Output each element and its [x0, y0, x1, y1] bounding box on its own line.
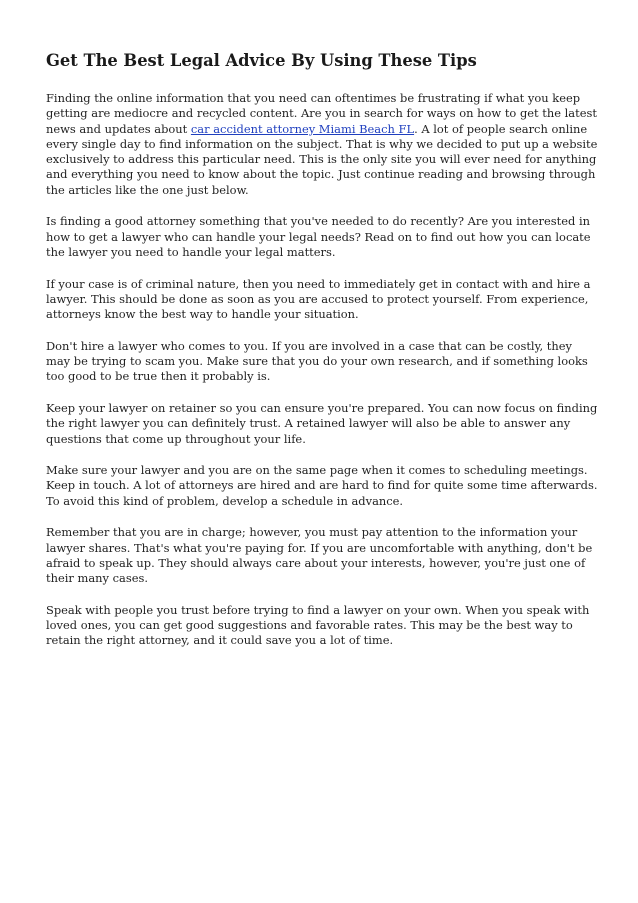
intro-text-after-link: . A lot of people search online every single day to find information on the subject. That is why we decided to put up a website exclusively to address this particular need. This is the only site you will ever need for anything and everything you need to know about the topic. Just continue reading and browsing through the articles like the one just below. — [46, 121, 598, 197]
body-paragraph-1: Is finding a good attorney something that you've needed to do recently? Are you interested in how to get a lawyer who can handle your legal needs? Read on to find out how you can locate the lawyer you need to handle your legal matters. — [46, 214, 591, 259]
body-paragraph-7: Speak with people you trust before trying to find a lawyer on your own. When you speak with loved ones, you can get good suggestions and favorable rates. This may be the best way to retain the right attorney, and it could save you a lot of time. — [46, 602, 590, 648]
intro-paragraph — [46, 91, 598, 198]
body-paragraph-4: Keep your lawyer on retainer so you can ensure you're prepared. You can now focus on finding the right lawyer you can definitely trust. A retained lawyer will also be able to answer any questions that come up throughout your life. — [46, 400, 598, 446]
document-title: Get The Best Legal Advice By Using These Tips — [46, 51, 477, 70]
body-paragraph-5: Make sure your lawyer and you are on the same page when it comes to scheduling meetings. Keep in touch. A lot of attorneys are hired and are hard to find for quite some time afterwards. To avoid this kind of problem, develop a schedule in advance. — [46, 463, 598, 508]
body-paragraph-6: Remember that you are in charge; however, you must pay attention to the information your lawyer shares. That's what you're paying for. If you are uncomfortable with anything, don't be afraid to speak up. They should always care about your interests, however, you're just one of their many cases. — [46, 525, 593, 586]
body-paragraph-2: If your case is of criminal nature, then you need to immediately get in contact with and hire a lawyer. This should be done as soon as you are accused to protect yourself. From experience, attorneys know the best way to handle your situation. — [46, 276, 591, 322]
intro-text-before-link: Finding the online information that you need can oftentimes be frustrating if what you keep getting are mediocre and recycled content. Are you in search for ways on how to get the latest news and updates about — [46, 91, 597, 136]
document-page — [46, 50, 598, 665]
body-paragraph-3: Don't hire a lawyer who comes to you. If you are involved in a case that can be costly, they may be trying to scam you. Make sure that you do your own research, and if something looks too good to be true then it probably is. — [46, 338, 588, 384]
car-accident-attorney-link[interactable]: car accident attorney Miami Beach FL — [190, 121, 415, 136]
